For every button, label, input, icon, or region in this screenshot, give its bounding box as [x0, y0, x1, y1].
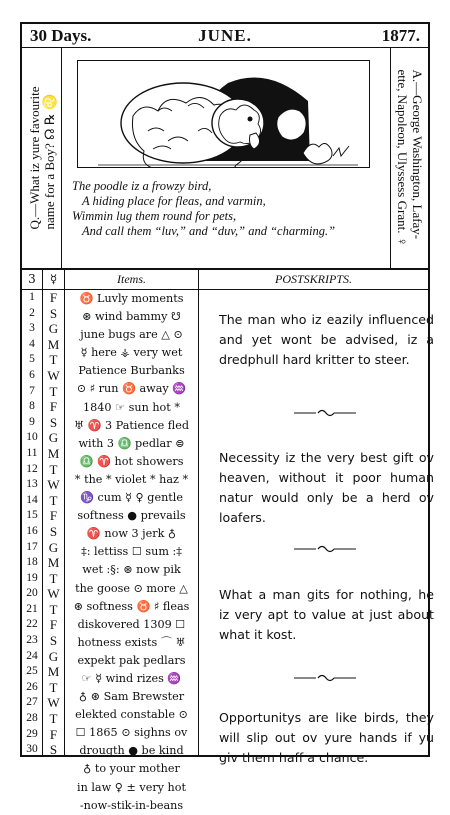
item-line: ☐ 1865 ⊙ sighns ov: [75, 726, 188, 740]
day-number: 29: [26, 727, 38, 740]
poodle-illustration: [77, 60, 370, 168]
weekday-letter: S: [49, 742, 58, 758]
day-number: 22: [26, 618, 38, 631]
item-lines: [65, 290, 198, 815]
item-line: ‡: lettiss ☐ sum :‡: [81, 545, 182, 559]
day-number: 30: [26, 743, 38, 756]
item-line: ♈ now 3 jerk ♁: [86, 527, 177, 541]
item-line: ♁ ⊛ Sam Brewster: [78, 690, 185, 704]
weekday-letter: G: [48, 321, 59, 337]
item-line: expekt pak pedlars: [77, 653, 186, 667]
postskript-2: Necessity iz the very best gift ov heaven, without it poor human natur would only be a herd ov loafers.: [219, 450, 434, 525]
item-line: softness ● prevails: [77, 509, 186, 523]
calendar-section: [22, 270, 434, 812]
postskript-1: The man who iz eazily influenced and yet wont be advised, iz a dredphull hard kritter to steer.: [219, 312, 434, 367]
page-header: [22, 24, 428, 48]
poem-line: Wimmin lug them round for pets,: [72, 209, 237, 223]
day-number: 9: [29, 415, 35, 428]
weekday-letter: T: [49, 461, 58, 477]
items-column-header: Items.: [65, 270, 198, 290]
illustration-section: [22, 48, 428, 270]
poem: [72, 179, 382, 239]
poodle-engraving: [78, 61, 370, 168]
day-number: 12: [26, 462, 38, 475]
day-number: 2: [29, 306, 35, 319]
weekday-column-header: ☿: [43, 270, 64, 290]
weekday-letter: W: [47, 367, 60, 383]
answer-column: [390, 48, 428, 268]
weekday-letter: M: [47, 445, 60, 461]
day-number: 21: [26, 602, 38, 615]
item-line: * the * violet * haz *: [74, 472, 189, 486]
day-number: 7: [29, 384, 35, 397]
weekday-letter: W: [47, 477, 60, 493]
item-line: ♅ ♈ 3 Patience fled: [73, 418, 190, 432]
poem-line: The poodle iz a frowzy bird,: [72, 179, 212, 193]
item-line: 1840 ☞ sun hot *: [83, 400, 180, 414]
day-number: 23: [26, 634, 38, 647]
day-number: 27: [26, 696, 38, 709]
item-line: the goose ⊙ more △: [75, 581, 188, 595]
weekday-letter: M: [47, 555, 60, 571]
weekday-letter: T: [49, 601, 58, 617]
weekday-letter: S: [49, 523, 58, 539]
day-number: 3: [29, 322, 35, 335]
weekday-letter: T: [49, 383, 58, 399]
day-number: 4: [29, 337, 35, 350]
weekday-letter: T: [49, 352, 58, 368]
item-line: -now-stik-in-beans: [79, 798, 184, 812]
item-line: ⊛ wind bammy ☋: [82, 310, 181, 324]
postskripts-column: [199, 270, 434, 765]
weekday-letter: M: [47, 336, 60, 352]
weekday-letter: F: [49, 508, 58, 524]
year: 1877.: [381, 26, 420, 45]
ornament-divider: [294, 408, 356, 418]
day-number: 28: [26, 712, 38, 725]
weekday-letter: S: [49, 414, 58, 430]
item-line: ♉ Luvly moments: [79, 292, 184, 305]
ornament-divider: [294, 673, 356, 683]
day-number-column: [22, 270, 43, 755]
weekday-letters: [43, 290, 64, 758]
weekday-letter: S: [49, 305, 58, 321]
item-line: Patience Burbanks: [78, 364, 185, 378]
weekday-letter: T: [49, 492, 58, 508]
question-column: [22, 48, 62, 268]
item-line: june bugs are △ ⊙: [80, 328, 183, 342]
day-number: 11: [26, 446, 38, 459]
item-line: with 3 ♎ pedlar ⊜: [78, 436, 185, 450]
almanac-page: [20, 22, 434, 812]
ornament-divider: [294, 544, 356, 554]
item-line: ☿ here ⚶ very wet: [80, 346, 183, 360]
day-number: 13: [26, 478, 38, 491]
day-number: 14: [26, 493, 38, 506]
item-line: ☞ ☿ wind rizes ♒: [81, 671, 182, 685]
items-column: [65, 270, 199, 812]
weekday-column: [43, 270, 65, 758]
day-number: 19: [26, 571, 38, 584]
day-number: 6: [29, 368, 35, 381]
weekday-letter: F: [49, 726, 58, 742]
day-number: 20: [26, 587, 38, 600]
weekday-letter: W: [47, 586, 60, 602]
item-line: hotness exists ⌒ ♅: [77, 635, 186, 649]
item-line: ⊛ softness ♉ ♯ fleas: [73, 599, 190, 613]
day-number: 10: [26, 431, 38, 444]
postskripts-header: POSTSKRIPTS.: [199, 270, 428, 290]
postskript-4: Opportunitys are like birds, they will slip out ov yure hands if yu giv them haff a chance.: [219, 710, 434, 765]
day-number: 17: [26, 540, 38, 553]
item-line: in law ♀ ± very hot: [77, 780, 186, 794]
weekday-letter: G: [48, 539, 59, 555]
weekday-letter: W: [47, 695, 60, 711]
weekday-letter: T: [49, 570, 58, 586]
day-numbers: [22, 290, 42, 758]
item-line: ⊙ ♯ run ♉ away ♒: [76, 382, 187, 396]
day-number: 26: [26, 680, 38, 693]
question-text: Q.—What iz yure favourite name for a Boy? ☊ ℞ ♌: [26, 86, 57, 230]
weekday-letter: T: [49, 711, 58, 727]
answer-text: A.—George Washington, Lafay- ette, Napoleon, Ulyssess Grant. ♀: [394, 69, 425, 247]
weekday-letter: F: [49, 617, 58, 633]
weekday-letter: S: [49, 633, 58, 649]
day-number: 24: [26, 649, 38, 662]
day-column-header: 3: [22, 270, 42, 290]
day-number: 1: [29, 291, 35, 303]
day-number: 16: [26, 524, 38, 537]
day-number: 5: [29, 353, 35, 366]
weekday-letter: F: [49, 290, 58, 305]
poem-line: A hiding place for fleas, and varmin,: [82, 194, 266, 208]
weekday-letter: G: [48, 430, 59, 446]
item-line: ♎ ♈ hot showers: [79, 454, 184, 468]
weekday-letter: G: [48, 648, 59, 664]
month-title: JUNE.: [198, 26, 252, 45]
item-line: ♑ cum ☿ ♀ gentle: [80, 491, 183, 505]
day-number: 8: [29, 400, 35, 413]
item-line: wet :§: ⊛ now pik: [82, 563, 181, 577]
weekday-letter: M: [47, 664, 60, 680]
days-count: 30 Days.: [30, 26, 92, 45]
day-number: 15: [26, 509, 38, 522]
item-line: elekted constable ⊙: [75, 708, 188, 722]
weekday-letter: F: [49, 399, 58, 415]
item-line: ♁ to your mother: [83, 762, 180, 776]
weekday-letter: T: [49, 679, 58, 695]
item-line: drougth ● be kind: [79, 744, 184, 758]
poem-line: And call them “luv,” and “duv,” and “charming.”: [82, 224, 336, 238]
postskript-3: What a man gits for nothing, he iz very apt to value at just about what it kost.: [219, 587, 434, 642]
day-number: 18: [26, 556, 38, 569]
day-number: 25: [26, 665, 38, 678]
item-line: diskovered 1309 ☐: [77, 617, 186, 631]
